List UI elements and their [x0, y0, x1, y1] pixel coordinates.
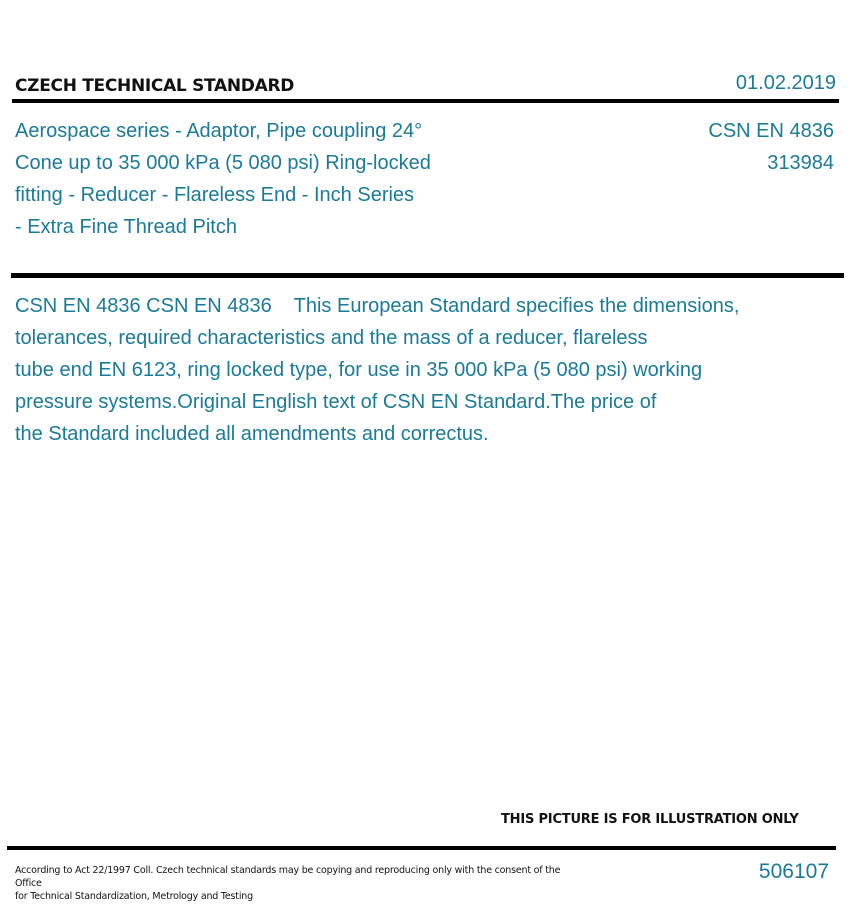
section-divider [11, 273, 844, 278]
description-line: pressure systems.Original English text of CSN EN Standard.The price of [15, 391, 657, 413]
standard-title-line: Cone up to 35 000 kPa (5 080 psi) Ring-locked [15, 152, 431, 174]
catalog-number: 313984 [767, 152, 834, 174]
description-line: CSN EN 4836 CSN EN 4836 This European Standard specifies the dimensions, [15, 295, 740, 317]
header-divider [12, 99, 839, 103]
document-type-heading: CZECH TECHNICAL STANDARD [15, 76, 295, 96]
description-line: tolerances, required characteristics and the mass of a reducer, flareless [15, 327, 648, 349]
standard-title [15, 115, 485, 243]
description-line: the Standard included all amendments and correctus. [15, 423, 489, 445]
description-line: tube end EN 6123, ring locked type, for use in 35 000 kPa (5 080 psi) working [15, 359, 703, 381]
footer-divider [7, 846, 836, 850]
standard-code: CSN EN 4836 [708, 120, 834, 142]
standard-title-line: - Extra Fine Thread Pitch [15, 216, 237, 238]
illustration-note: THIS PICTURE IS FOR ILLUSTRATION ONLY [501, 812, 799, 827]
legal-notice [15, 864, 585, 903]
legal-line: According to Act 22/1997 Coll. Czech technical standards may be copying and reproducing only with the consent of the Office [15, 865, 561, 889]
standard-title-line: fitting - Reducer - Flareless End - Inch Series [15, 184, 415, 206]
standard-identifiers [708, 115, 834, 179]
document-date: 01.02.2019 [735, 72, 836, 94]
legal-line: for Technical Standardization, Metrology and Testing [15, 891, 253, 902]
standard-description [15, 290, 815, 450]
standard-title-line: Aerospace series - Adaptor, Pipe coupling 24° [15, 120, 423, 142]
footer-number: 506107 [758, 860, 829, 883]
